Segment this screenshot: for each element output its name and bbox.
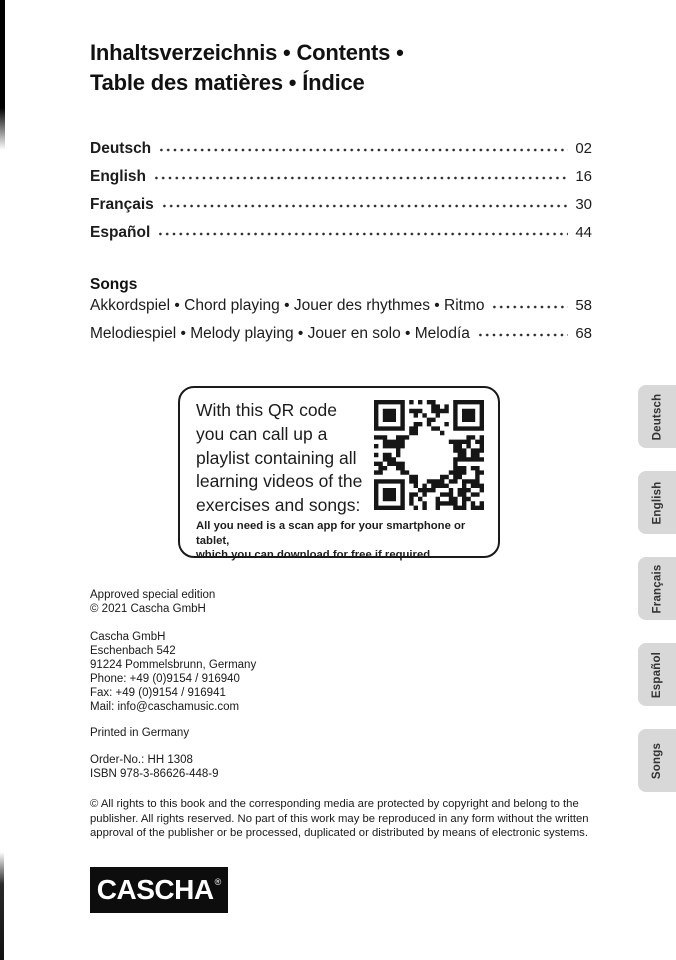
toc-row-deutsch	[90, 140, 592, 168]
side-tab-label: Deutsch	[651, 393, 663, 440]
address-line: Cascha GmbH	[90, 631, 166, 643]
side-tab-label: Español	[651, 651, 664, 698]
cascha-logo-text: CASCHA	[96, 874, 214, 905]
toc-page-number: 16	[575, 168, 592, 185]
toc-row-francais	[90, 196, 592, 224]
scan-edge-artifact-bottom	[0, 852, 4, 960]
page-title-line1: Inhaltsverzeichnis • Contents •	[90, 40, 404, 65]
qr-note-line2: which you can download for free if required.	[196, 549, 434, 561]
page-title	[90, 38, 404, 98]
toc-songs-list	[90, 297, 592, 353]
toc-label: Deutsch	[90, 140, 152, 157]
dot-leader	[157, 224, 568, 237]
toc-label: Español	[90, 224, 151, 241]
toc-row-chord-playing	[90, 297, 592, 325]
address-line-fax: Fax: +49 (0)9154 / 916941	[90, 687, 226, 699]
registered-trademark-icon: ®	[214, 877, 222, 887]
cascha-logo	[90, 867, 228, 913]
toc-row-espanol	[90, 224, 592, 252]
toc-row-english	[90, 168, 592, 196]
order-info	[90, 753, 219, 781]
side-tab-espanol	[638, 643, 676, 706]
toc-page-number: 44	[575, 224, 592, 241]
dot-leader	[153, 168, 568, 181]
dot-leader	[491, 297, 568, 310]
address-line: Eschenbach 542	[90, 645, 176, 657]
songs-section-header: Songs	[90, 276, 138, 293]
toc-label: English	[90, 168, 146, 185]
side-tab-label: Français	[651, 564, 663, 613]
toc-page-number: 58	[575, 297, 592, 314]
order-number-line: Order-No.: HH 1308	[90, 754, 193, 766]
toc-page-number: 02	[575, 140, 592, 157]
dot-leader	[477, 325, 568, 338]
qr-note-text	[196, 519, 488, 563]
address-line-phone: Phone: +49 (0)9154 / 916940	[90, 673, 240, 685]
address-line: 91224 Pommelsbrunn, Germany	[90, 659, 257, 671]
toc-page-number: 68	[575, 325, 592, 342]
side-tab-label: English	[651, 481, 663, 524]
edition-info	[90, 588, 215, 616]
toc-label: Akkordspiel • Chord playing • Jouer des rhythmes • Ritmo	[90, 297, 485, 314]
scan-edge-artifact-top	[0, 0, 5, 150]
toc-row-melody-playing	[90, 325, 592, 353]
side-tab-francais	[638, 557, 676, 620]
side-tab-english	[638, 471, 676, 534]
edition-line: Approved special edition	[90, 589, 216, 601]
side-tab-deutsch	[638, 385, 676, 448]
toc-page-number: 30	[575, 196, 592, 213]
rights-notice: © All rights to this book and the corresponding media are protected by copyright and belong to the publisher. All rights reserved. No part of this work may be reproduced in any form without the written approval of the publisher or be processed, duplicated or distributed by means of electronic systems.	[90, 798, 589, 840]
dot-leader	[161, 196, 569, 209]
qr-description-text: With this QR code you can call up a playlist containing all learning videos of the exercises and songs:	[196, 400, 363, 516]
page-title-line2: Table des matières • Índice	[90, 70, 365, 95]
dot-leader	[158, 140, 568, 153]
qr-note-line1: All you need is a scan app for your smartphone or tablet,	[196, 520, 466, 547]
toc-language-list	[90, 140, 592, 252]
copyright-line: © 2021 Cascha GmbH	[90, 603, 206, 615]
toc-label: Français	[90, 196, 154, 213]
qr-code-icon	[374, 400, 484, 510]
side-tab-songs	[638, 729, 676, 792]
address-line-mail: Mail: info@caschamusic.com	[90, 701, 240, 713]
printed-in-line: Printed in Germany	[90, 727, 190, 739]
toc-label: Melodiespiel • Melody playing • Jouer en solo • Melodía	[90, 325, 470, 342]
qr-info-box	[178, 386, 500, 561]
publisher-address	[90, 630, 256, 714]
side-tab-label: Songs	[650, 742, 663, 779]
isbn-line: ISBN 978-3-86626-448-9	[90, 768, 219, 780]
